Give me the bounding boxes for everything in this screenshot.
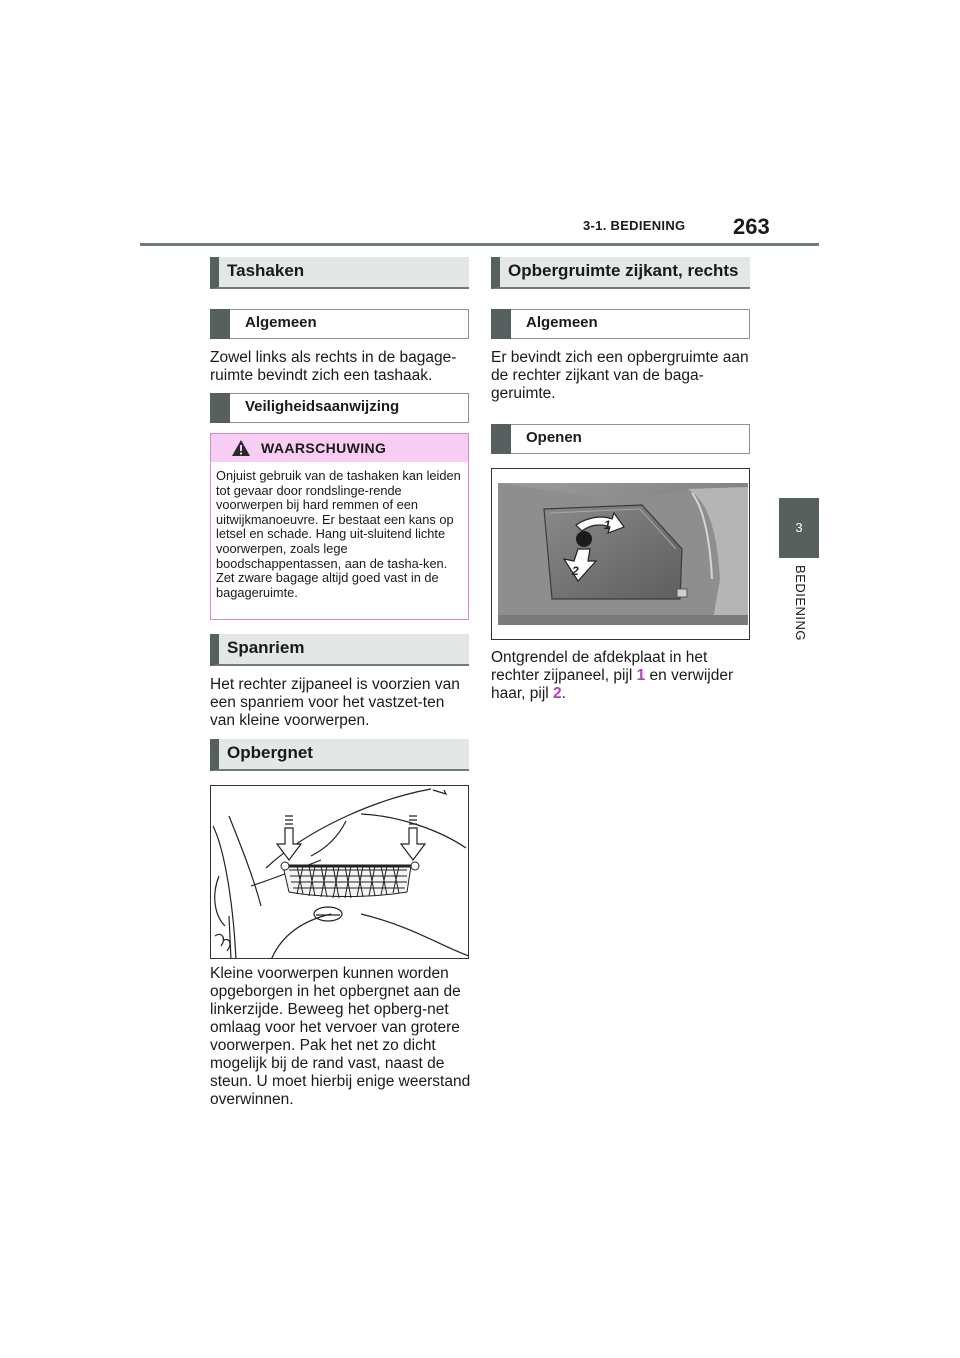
opbergruimte-text: Er bevindt zich een opbergruimte aan de rechter zijkant van de baga-geruimte.	[491, 349, 749, 402]
warning-text: Onjuist gebruik van de tashaken kan leiden tot gevaar door rondslinge-rende voorwerpen bij hard remmen of een uitwijkmanoeuvre. Er bestaat een kans op letsel en schade. Hang uit-sluitend lichte voorwerpen, zoals lege boodschappentassen, aan de tasha-ken. Zet zware bagage altijd goed vast in de bagageruimte.	[216, 468, 461, 600]
warning-title: WAARSCHUWING	[261, 440, 387, 456]
instruction-part-2: en verwijder haar, pijl	[491, 667, 734, 702]
heading-opbergnet: Opbergnet	[210, 739, 469, 771]
heading-opbergruimte: Opbergruimte zijkant, rechts	[491, 257, 750, 289]
spanriem-text: Het rechter zijpaneel is voorzien van een spanriem voor het vastzet-ten van kleine voorwerpen.	[210, 676, 460, 729]
openen-instruction	[491, 649, 753, 703]
subheading-algemeen-right: Algemeen	[491, 309, 750, 339]
photo-drawing	[492, 469, 750, 640]
arrow-ref-2: 2	[553, 685, 562, 702]
instruction-part-3: .	[561, 685, 566, 702]
arrow-ref-1: 1	[636, 667, 646, 684]
instruction-part-1: Ontgrendel de afdekplaat in het rechter zijpaneel, pijl	[491, 649, 708, 684]
photo-label-1: 1	[604, 518, 611, 532]
opbergnet-text: Kleine voorwerpen kunnen worden opgeborgen in het opbergnet aan de linkerzijde. Beweeg het opberg-net omlaag voor het vervoer van grotere voorwerpen. Pak het net zo dicht mogelijk bij de rand vast, naast de steun. U moet hierbij enige weerstand overwinnen.	[210, 965, 471, 1108]
section-title: 3-1. BEDIENING	[583, 218, 686, 233]
subheading-veiligheid: Veiligheidsaanwijzing	[210, 393, 469, 423]
warning-icon	[231, 439, 251, 457]
heading-spanriem: Spanriem	[210, 634, 469, 666]
opbergruimte-photo	[491, 468, 750, 640]
header-rule	[140, 243, 819, 246]
photo-label-2: 2	[572, 564, 579, 578]
subheading-openen: Openen	[491, 424, 750, 454]
tashaken-text: Zowel links als rechts in de bagage-ruimte bevindt zich een tashaak.	[210, 349, 457, 384]
warning-box	[210, 433, 469, 620]
warning-header	[211, 434, 468, 462]
subheading-algemeen-left: Algemeen	[210, 309, 469, 339]
net-drawing	[211, 786, 469, 959]
chapter-tab[interactable]: 3	[779, 498, 819, 558]
page-number: 263	[733, 214, 770, 239]
opbergnet-illustration	[210, 785, 469, 959]
heading-tashaken: Tashaken	[210, 257, 469, 289]
chapter-label: BEDIENING	[793, 565, 808, 642]
